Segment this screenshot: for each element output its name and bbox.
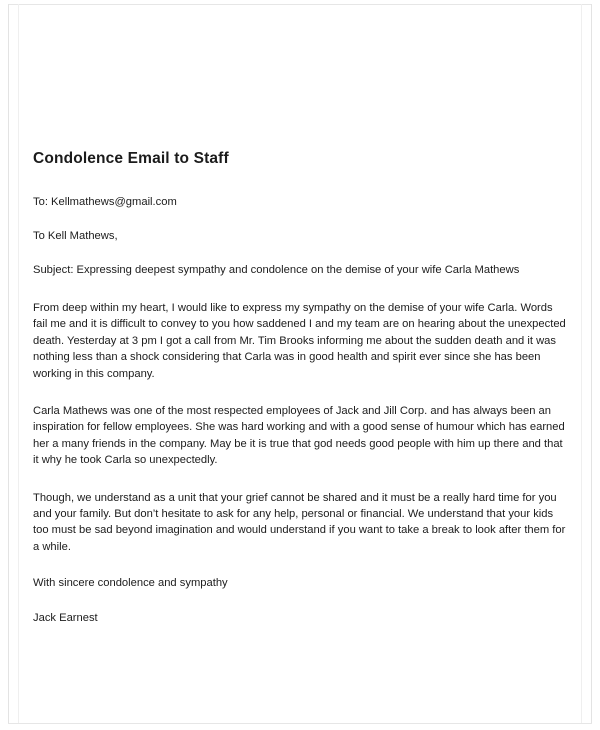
page-border-left-inner bbox=[18, 4, 19, 724]
letter-body bbox=[33, 150, 567, 626]
signature-line: Jack Earnest bbox=[33, 612, 98, 625]
page-border-bottom bbox=[8, 723, 592, 724]
subject-line: Subject: Expressing deepest sympathy and condolence on the demise of your wife Carla Mathews bbox=[33, 263, 520, 276]
body-paragraph-3: Though, we understand as a unit that your grief cannot be shared and it must be a really hard time for you and your family. But don’t hesitate to ask for any help, personal or financial. We understand that your kids too must be sad beyond imagination and would understand if you want to take a break to look after them for a while. bbox=[33, 491, 566, 553]
body-paragraph-1: From deep within my heart, I would like to express my sympathy on the demise of your wife Carla. Words fail me and it is difficult to convey to you how saddened I and my team are on hearing about the unexpected death. Yesterday at 3 pm I got a call from Mr. Tim Brooks informing me about the sudden death and it was nothing less than a shock considering that Carla was in good health and spirit ever since she has been working in this company. bbox=[33, 301, 566, 380]
body-paragraph-2: Carla Mathews was one of the most respected employees of Jack and Jill Corp. and has always been an inspiration for fellow employees. She was hard working and with a good sense of humour which has earned her a many friends in the company. May be it is true that god needs good people with him up there and that it why he took Carla so unexpectedly. bbox=[33, 404, 565, 467]
recipient-email-line: To: Kellmathews@gmail.com bbox=[33, 195, 177, 208]
page-border-right bbox=[591, 4, 592, 724]
closing-line: With sincere condolence and sympathy bbox=[33, 577, 228, 590]
page-border-left bbox=[8, 4, 9, 724]
salutation-line: To Kell Mathews, bbox=[33, 229, 118, 242]
page-border-right-inner bbox=[581, 4, 582, 724]
page-title: Condolence Email to Staff bbox=[33, 150, 229, 167]
page-border-top bbox=[8, 4, 592, 5]
